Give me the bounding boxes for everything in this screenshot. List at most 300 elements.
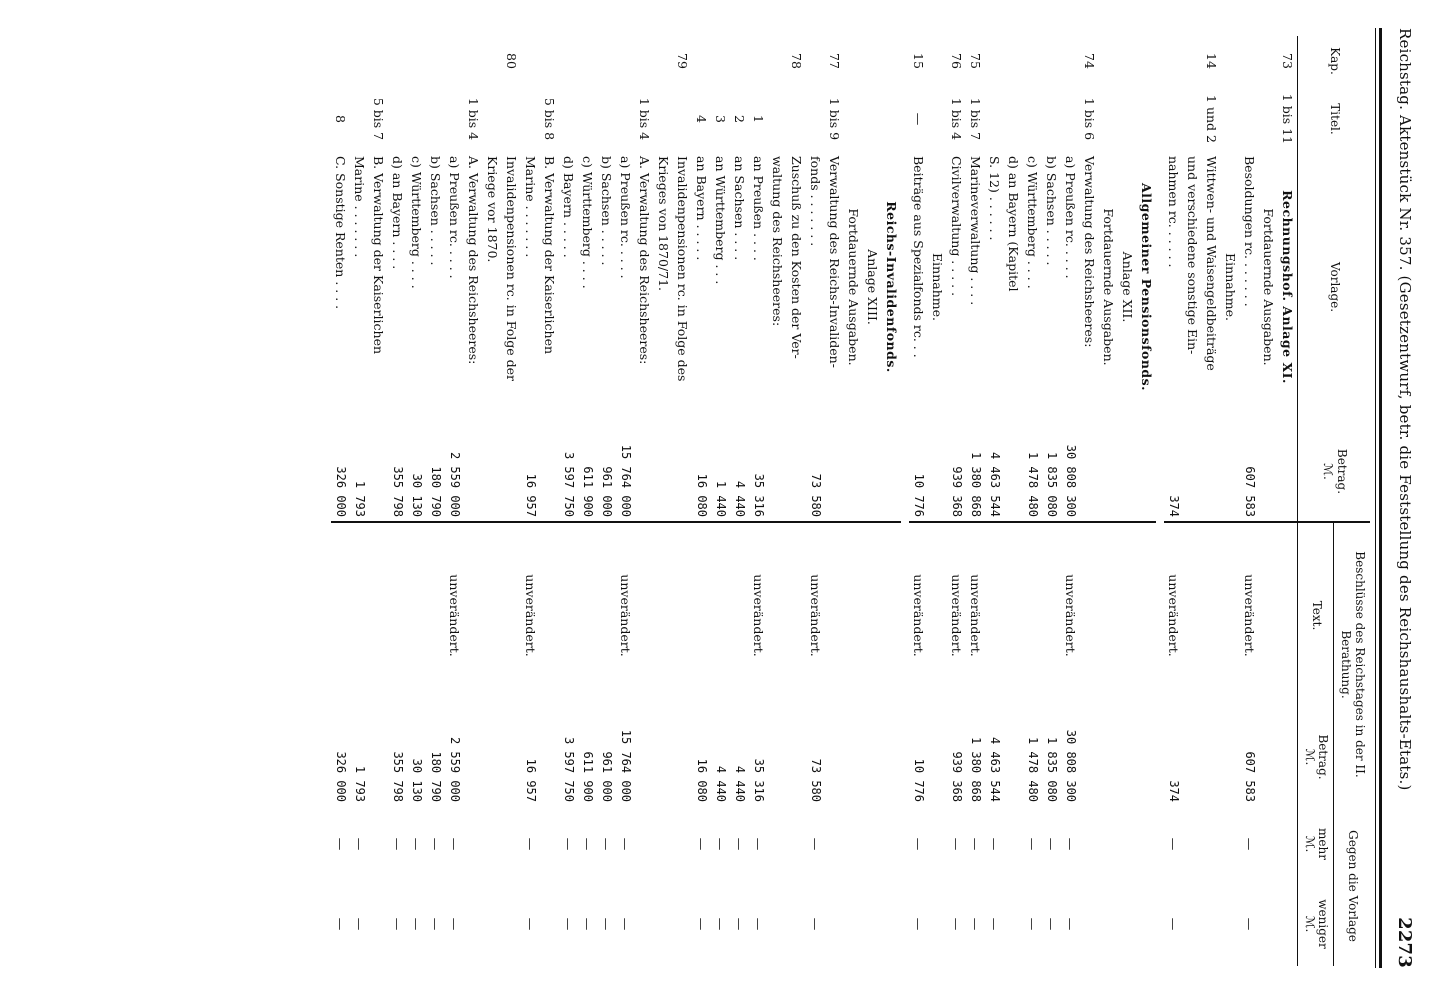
betrag2-cell — [844, 708, 863, 806]
vorlage-text-cell: b) Sachsen . . . . . — [1043, 156, 1059, 266]
mehr-cell: — — [522, 837, 538, 851]
text-cell: unverändert. — [749, 522, 768, 708]
titel-cell — [844, 86, 863, 152]
titel-cell — [445, 86, 464, 152]
table-row — [350, 36, 369, 966]
titel-cell: 1 und 2 — [1203, 95, 1219, 143]
table-row — [1023, 36, 1042, 966]
kap-cell — [597, 36, 616, 86]
kap-cell: 14 — [1203, 53, 1219, 69]
vorlage-text-cell: b) Sachsen . . . . . — [427, 156, 443, 266]
kap-cell — [928, 36, 947, 86]
betrag2-cell: 2 559 000 — [447, 736, 462, 803]
table-row — [1137, 36, 1156, 966]
vorlage-text-cell: Beiträge aus Spezialfonds rc. . . — [910, 156, 926, 358]
vorlage-text-cell: Wittwen- und Waisengeldbeiträge — [1203, 156, 1219, 371]
text-cell — [1183, 522, 1202, 708]
table-row — [1183, 36, 1202, 966]
text-cell — [692, 522, 711, 708]
text-cell: unverändert. — [1240, 522, 1259, 708]
table-row — [1259, 36, 1278, 966]
weniger-cell — [654, 882, 673, 966]
betrag-cell — [1118, 422, 1137, 522]
table-row — [985, 36, 1004, 966]
betrag2-cell: 15 764 000 — [618, 729, 633, 803]
weniger-cell: — — [712, 917, 728, 931]
mehr-cell — [844, 806, 863, 882]
vorlage-text-cell: Einnahme. — [929, 253, 945, 321]
betrag-cell: 4 440 — [732, 480, 747, 517]
titel-cell — [806, 86, 825, 152]
titel-cell: 8 — [332, 115, 348, 123]
text-cell — [350, 522, 369, 708]
betrag2-cell: 35 316 — [751, 758, 766, 803]
table-row — [540, 36, 559, 966]
betrag-cell: 607 583 — [1242, 466, 1257, 517]
text-cell: unverändert. — [947, 522, 966, 708]
titel-cell — [1221, 86, 1240, 152]
kap-cell — [426, 36, 445, 86]
betrag2-cell — [928, 708, 947, 806]
mehr-cell: — — [1043, 837, 1059, 851]
titel-cell — [616, 86, 635, 152]
weniger-cell — [1221, 882, 1240, 966]
titel-cell — [350, 86, 369, 152]
weniger-cell: — — [731, 917, 747, 931]
vorlage-text-cell: an Preußen . . . . — [750, 156, 766, 261]
mehr-cell: — — [731, 837, 747, 851]
text-cell: unverändert. — [909, 522, 928, 708]
header-title: Reichstag. Aktenstück Nr. 357. (Gesetzentwurf, betr. die Feststellung des Reichshaushalts-Etats.) — [1396, 28, 1414, 791]
table-row — [749, 36, 768, 966]
kap-cell — [730, 36, 749, 86]
titel-cell — [863, 86, 882, 152]
text-cell — [388, 522, 407, 708]
betrag-cell: 35 316 — [751, 473, 766, 517]
betrag-cell: 2 559 000 — [447, 451, 462, 517]
text-cell: unverändert. — [445, 522, 464, 708]
mehr-cell — [1118, 806, 1137, 882]
kap-cell — [863, 36, 882, 86]
kap-cell — [1023, 36, 1042, 86]
betrag-cell — [1080, 422, 1099, 522]
table-row — [1221, 36, 1240, 966]
table-row — [768, 36, 787, 966]
vorlage-text-cell: an Württemberg . . . — [712, 156, 728, 285]
table-row — [909, 36, 928, 966]
mehr-cell — [1221, 806, 1240, 882]
weniger-cell: — — [948, 917, 964, 931]
betrag2-cell — [1259, 708, 1278, 806]
betrag2-cell — [369, 708, 388, 806]
kap-cell — [369, 36, 388, 86]
mehr-cell: — — [617, 837, 633, 851]
titel-cell — [1164, 86, 1183, 152]
text-cell — [1278, 522, 1298, 708]
text-cell — [426, 522, 445, 708]
mehr-cell: — — [948, 837, 964, 851]
titel-cell: 3 — [712, 115, 728, 123]
kap-cell — [483, 36, 502, 86]
col-weniger — [1297, 882, 1334, 966]
text-cell — [1259, 522, 1278, 708]
kap-cell — [1042, 36, 1061, 86]
vorlage-text-cell: d) Bayern . . . . . — [560, 156, 576, 258]
titel-cell: 1 bis 4 — [465, 97, 481, 141]
text-cell — [844, 522, 863, 708]
betrag-cell — [928, 422, 947, 522]
kap-cell — [844, 36, 863, 86]
col-betrag2 — [1297, 708, 1334, 806]
vorlage-text-cell: A. Verwaltung des Reichsheeres: — [465, 156, 481, 365]
titel-cell — [1061, 86, 1080, 152]
betrag-cell: 180 790 — [428, 466, 443, 517]
vorlage-text-cell: Allgemeiner Pensionsfonds. — [1138, 182, 1154, 392]
vorlage-text-cell: an Bayern . . . . . — [693, 156, 709, 261]
betrag-cell — [787, 422, 806, 522]
text-cell — [928, 522, 947, 708]
col-weniger-unit: ℳ. — [1302, 915, 1317, 933]
weniger-cell — [1080, 882, 1099, 966]
vorlage-text-cell: Besoldungen rc. . . . . . . — [1241, 156, 1257, 307]
weniger-cell — [928, 882, 947, 966]
betrag2-cell: 1 478 480 — [1025, 736, 1040, 803]
table-row — [1080, 36, 1099, 966]
betrag-cell — [863, 422, 882, 522]
table-header — [1297, 36, 1370, 966]
mehr-cell: — — [986, 837, 1002, 851]
text-cell — [711, 522, 730, 708]
text-cell — [825, 522, 844, 708]
weniger-cell: — — [967, 917, 983, 931]
text-cell — [863, 522, 882, 708]
vorlage-text-cell: Civilverwaltung . . . . . — [948, 156, 964, 297]
betrag2-cell — [1118, 708, 1137, 806]
betrag-cell: 4 463 544 — [987, 451, 1002, 517]
text-cell — [540, 522, 559, 708]
betrag-cell: 16 957 — [523, 473, 538, 517]
kap-cell — [350, 36, 369, 86]
betrag-cell: 73 580 — [808, 473, 823, 517]
text-cell — [787, 522, 806, 708]
weniger-cell — [1183, 882, 1202, 966]
text-cell: unverändert. — [806, 522, 825, 708]
betrag2-cell — [1202, 708, 1221, 806]
table-row — [844, 36, 863, 966]
kap-cell: 77 — [826, 53, 842, 69]
spacer-cell — [1156, 36, 1164, 966]
kap-cell — [985, 36, 1004, 86]
titel-cell — [407, 86, 426, 152]
kap-cell — [578, 36, 597, 86]
text-cell: unverändert. — [1164, 522, 1183, 708]
betrag-cell: 961 000 — [599, 466, 614, 517]
weniger-cell — [1278, 882, 1298, 966]
table-row — [863, 36, 882, 966]
mehr-cell — [1202, 806, 1221, 882]
vorlage-text-cell: und verschiedene sonstige Ein- — [1184, 156, 1200, 355]
betrag-cell: 1 478 480 — [1025, 451, 1040, 517]
mehr-cell: — — [750, 837, 766, 851]
table-row — [445, 36, 464, 966]
table-row — [730, 36, 749, 966]
table-row — [966, 36, 985, 966]
titel-cell — [502, 86, 521, 152]
titel-cell — [768, 86, 787, 152]
betrag2-cell — [502, 708, 521, 806]
weniger-cell: — — [389, 917, 405, 931]
weniger-cell: — — [1165, 917, 1181, 931]
col-kap: Kap. — [1297, 36, 1370, 86]
mehr-cell — [787, 806, 806, 882]
kap-cell: 76 — [948, 53, 964, 69]
weniger-cell: — — [351, 917, 367, 931]
vorlage-text-cell: b) Sachsen . . . . . — [598, 156, 614, 266]
vorlage-text-cell: Verwaltung des Reichs-Invaliden- — [826, 156, 842, 368]
table-row — [1240, 36, 1259, 966]
titel-cell: 1 bis 4 — [636, 97, 652, 141]
betrag-cell — [882, 422, 901, 522]
table-row — [654, 36, 673, 966]
betrag2-cell — [787, 708, 806, 806]
titel-cell — [1137, 86, 1156, 152]
table-row — [1042, 36, 1061, 966]
table-row — [559, 36, 578, 966]
kap-cell — [1099, 36, 1118, 86]
weniger-cell — [635, 882, 654, 966]
table-row — [578, 36, 597, 966]
mehr-cell — [635, 806, 654, 882]
betrag-cell — [540, 422, 559, 522]
table-row — [1278, 36, 1298, 966]
vorlage-text-cell: Anlage XII. — [1119, 251, 1135, 323]
table-row — [928, 36, 947, 966]
betrag2-cell: 73 580 — [808, 758, 823, 803]
titel-cell: 5 bis 8 — [541, 97, 557, 141]
weniger-cell: — — [332, 917, 348, 931]
weniger-cell — [1137, 882, 1156, 966]
betrag2-cell — [1137, 708, 1156, 806]
vorlage-text-cell: fonds . . . . . . . — [807, 156, 823, 247]
vorlage-text-cell: Einnahme. — [1222, 253, 1238, 321]
weniger-cell: — — [617, 917, 633, 931]
table-row — [464, 36, 483, 966]
weniger-cell: — — [1062, 917, 1078, 931]
table-row — [369, 36, 388, 966]
betrag2-cell: 16 080 — [694, 758, 709, 803]
table-row — [1202, 36, 1221, 966]
text-cell — [985, 522, 1004, 708]
text-cell: unverändert. — [1061, 522, 1080, 708]
vorlage-text-cell: c) Württemberg . . . . — [579, 156, 595, 289]
kap-cell — [1164, 36, 1183, 86]
betrag-cell — [1137, 422, 1156, 522]
weniger-cell: — — [560, 917, 576, 931]
spacer-row — [901, 36, 909, 966]
betrag2-cell — [464, 708, 483, 806]
titel-cell — [1118, 86, 1137, 152]
betrag-cell — [1278, 422, 1298, 522]
vorlage-text-cell: Marineverwaltung . . . . — [967, 156, 983, 306]
mehr-cell: — — [560, 837, 576, 851]
text-cell — [882, 522, 901, 708]
titel-cell: 1 bis 4 — [948, 97, 964, 141]
kap-cell — [749, 36, 768, 86]
text-cell — [654, 522, 673, 708]
mehr-cell — [483, 806, 502, 882]
text-cell: unverändert. — [521, 522, 540, 708]
titel-cell — [1183, 86, 1202, 152]
titel-cell — [426, 86, 445, 152]
table-row — [806, 36, 825, 966]
vorlage-text-cell: Fortdauernde Ausgaben. — [1100, 208, 1116, 366]
kap-cell — [1137, 36, 1156, 86]
titel-cell: 4 — [693, 115, 709, 123]
budget-table — [331, 36, 1370, 966]
text-cell — [464, 522, 483, 708]
kap-cell — [1061, 36, 1080, 86]
titel-cell: 1 bis 6 — [1081, 97, 1097, 141]
col-vorlage: Vorlage. — [1297, 152, 1370, 422]
betrag2-cell — [1099, 708, 1118, 806]
table-row — [1118, 36, 1137, 966]
betrag-cell: 15 764 000 — [618, 444, 633, 517]
table-row — [1164, 36, 1183, 966]
col-text: Text. — [1297, 522, 1334, 708]
weniger-cell — [673, 882, 692, 966]
vorlage-text-cell: Krieges von 1870/71. — [655, 156, 671, 292]
vorlage-text-cell: Invalidenpensionen rc. in Folge der — [503, 156, 519, 382]
table-row — [597, 36, 616, 966]
betrag-cell: 1 440 — [713, 480, 728, 517]
mehr-cell: — — [446, 837, 462, 851]
vorlage-text-cell: c) Württemberg . . . . — [1024, 156, 1040, 289]
betrag-cell: 3 597 750 — [561, 451, 576, 517]
text-cell — [1042, 522, 1061, 708]
table-row — [673, 36, 692, 966]
kap-cell — [768, 36, 787, 86]
weniger-cell: — — [750, 917, 766, 931]
kap-cell: 75 — [967, 53, 983, 69]
text-cell — [673, 522, 692, 708]
header-rule-thin — [1375, 28, 1376, 968]
kap-cell — [882, 36, 901, 86]
mehr-cell — [928, 806, 947, 882]
titel-cell — [559, 86, 578, 152]
mehr-cell — [369, 806, 388, 882]
titel-cell: 5 bis 7 — [370, 97, 386, 141]
mehr-cell — [673, 806, 692, 882]
betrag2-cell: 961 000 — [599, 751, 614, 803]
text-cell — [1099, 522, 1118, 708]
mehr-cell: — — [332, 837, 348, 851]
weniger-cell: — — [986, 917, 1002, 931]
page-header — [1390, 28, 1420, 968]
betrag-cell — [502, 422, 521, 522]
vorlage-text-cell: B. Verwaltung der Kaiserlichen — [370, 156, 386, 355]
kap-cell — [464, 36, 483, 86]
col-mehr-unit: ℳ. — [1302, 835, 1317, 853]
betrag2-cell — [1278, 708, 1298, 806]
text-cell: unverändert. — [966, 522, 985, 708]
betrag-cell: 355 798 — [390, 466, 405, 517]
titel-cell — [882, 86, 901, 152]
weniger-cell — [863, 882, 882, 966]
betrag-cell: 30 130 — [409, 473, 424, 517]
text-cell: unverändert. — [616, 522, 635, 708]
betrag-cell — [1099, 422, 1118, 522]
betrag-cell — [635, 422, 654, 522]
mehr-cell — [1259, 806, 1278, 882]
betrag-cell — [369, 422, 388, 522]
vorlage-text-cell: Fortdauernde Ausgaben. — [1260, 208, 1276, 366]
betrag-cell — [844, 422, 863, 522]
betrag2-cell: 10 776 — [911, 758, 926, 803]
mehr-cell — [825, 806, 844, 882]
titel-cell: 1 bis 7 — [967, 97, 983, 141]
betrag-cell: 30 808 300 — [1063, 444, 1078, 517]
mehr-cell — [1137, 806, 1156, 882]
table-row — [1004, 36, 1023, 966]
table-row — [502, 36, 521, 966]
betrag-cell: 326 000 — [333, 466, 348, 517]
betrag2-cell: 1 793 — [352, 765, 367, 803]
kap-cell — [445, 36, 464, 86]
betrag2-cell: 374 — [1166, 780, 1181, 803]
mehr-cell — [1080, 806, 1099, 882]
table-row — [407, 36, 426, 966]
weniger-cell — [844, 882, 863, 966]
betrag-cell: 1 793 — [352, 480, 367, 517]
table-row — [388, 36, 407, 966]
spacer-row — [1156, 36, 1164, 966]
kap-cell — [616, 36, 635, 86]
kap-cell — [521, 36, 540, 86]
kap-cell: 15 — [910, 53, 926, 69]
titel-cell: 2 — [731, 115, 747, 123]
kap-cell: 80 — [503, 53, 519, 69]
table-row — [787, 36, 806, 966]
betrag2-cell — [1183, 708, 1202, 806]
table-row — [426, 36, 445, 966]
kap-cell — [1221, 36, 1240, 86]
vorlage-text-cell: Fortdauernde Ausgaben. — [845, 208, 861, 366]
betrag-cell — [1221, 422, 1240, 522]
kap-cell — [1183, 36, 1202, 86]
table-row — [635, 36, 654, 966]
col-mehr-label: mehr — [1316, 828, 1331, 860]
betrag-cell — [1004, 422, 1023, 522]
mehr-cell: — — [579, 837, 595, 851]
weniger-cell — [1118, 882, 1137, 966]
mehr-cell — [540, 806, 559, 882]
vorlage-text-cell: Marine . . . . . . . — [351, 156, 367, 258]
text-cell — [1080, 522, 1099, 708]
betrag2-cell — [825, 708, 844, 806]
mehr-cell: — — [1165, 837, 1181, 851]
mehr-cell — [502, 806, 521, 882]
weniger-cell — [1202, 882, 1221, 966]
weniger-cell — [787, 882, 806, 966]
betrag2-cell — [1221, 708, 1240, 806]
mehr-cell: — — [910, 837, 926, 851]
weniger-cell — [502, 882, 521, 966]
mehr-cell: — — [351, 837, 367, 851]
weniger-cell: — — [693, 917, 709, 931]
titel-cell: 1 bis 9 — [826, 97, 842, 141]
betrag-cell: 1 380 868 — [968, 451, 983, 517]
table-row — [692, 36, 711, 966]
